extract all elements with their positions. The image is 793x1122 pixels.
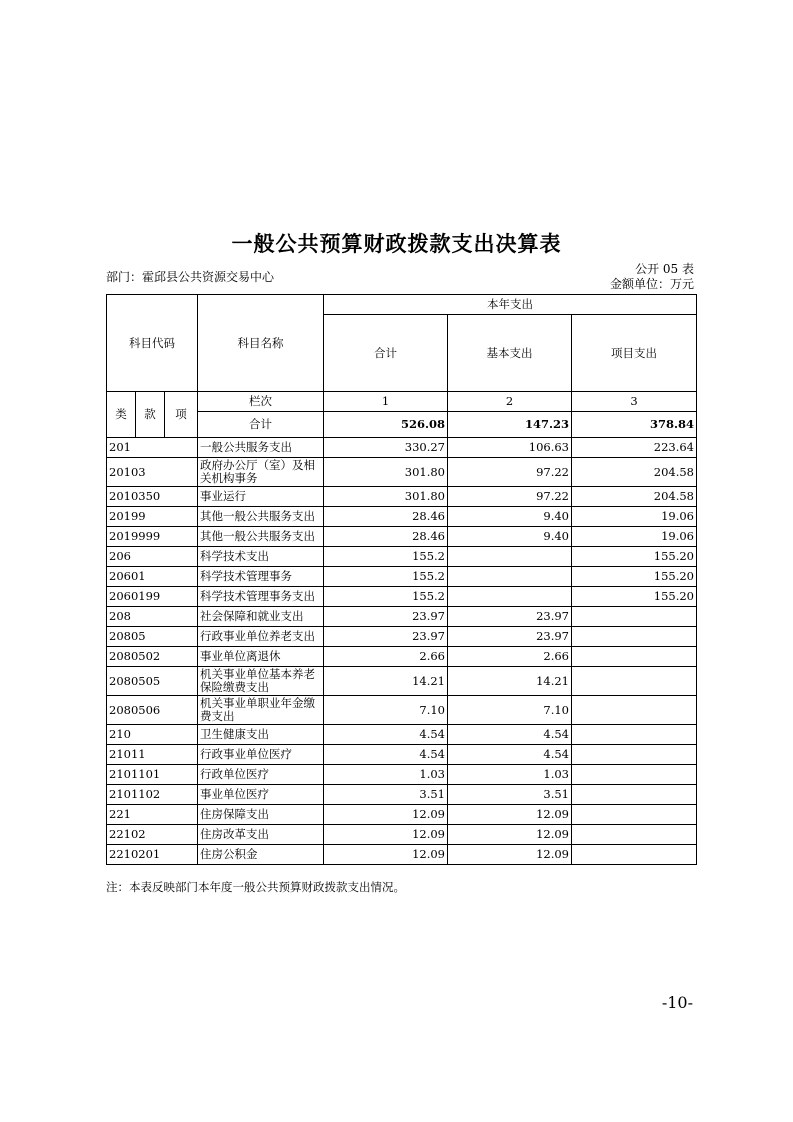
table-row — [107, 765, 697, 785]
row-project — [572, 785, 697, 805]
header-kuan: 款 — [136, 392, 165, 438]
header-total: 合计 — [324, 315, 448, 392]
row-basic: 9.40 — [448, 507, 572, 527]
row-project: 204.58 — [572, 487, 697, 507]
row-name: 事业运行 — [198, 487, 324, 507]
row-project — [572, 696, 697, 725]
table-row — [107, 587, 697, 607]
table-row — [107, 825, 697, 845]
row-project — [572, 765, 697, 785]
header-lei: 类 — [107, 392, 136, 438]
row-project: 223.64 — [572, 438, 697, 458]
row-code: 2210201 — [107, 845, 198, 865]
row-total: 4.54 — [324, 745, 448, 765]
row-total: 23.97 — [324, 627, 448, 647]
table-row — [107, 567, 697, 587]
row-code: 21011 — [107, 745, 198, 765]
row-basic: 12.09 — [448, 825, 572, 845]
row-project — [572, 825, 697, 845]
table-row — [107, 627, 697, 647]
row-basic: 97.22 — [448, 458, 572, 487]
row-code: 2080505 — [107, 667, 198, 696]
row-basic: 12.09 — [448, 845, 572, 865]
row-name: 机关事业单位基本养老保险缴费支出 — [198, 667, 324, 696]
row-total: 155.2 — [324, 587, 448, 607]
row-total: 1.03 — [324, 765, 448, 785]
row-basic: 4.54 — [448, 745, 572, 765]
row-code: 2101102 — [107, 785, 198, 805]
row-total: 301.80 — [324, 458, 448, 487]
header-col3: 3 — [572, 392, 697, 412]
row-name: 行政事业单位养老支出 — [198, 627, 324, 647]
row-basic: 14.21 — [448, 667, 572, 696]
row-project — [572, 607, 697, 627]
page-number: -10- — [661, 993, 693, 1012]
total-amount: 526.08 — [324, 412, 448, 438]
row-basic: 12.09 — [448, 805, 572, 825]
row-total: 28.46 — [324, 527, 448, 547]
table-row — [107, 725, 697, 745]
row-code: 2080502 — [107, 647, 198, 667]
row-project — [572, 647, 697, 667]
form-meta — [610, 262, 694, 292]
row-name: 住房改革支出 — [198, 825, 324, 845]
header-subject-code: 科目代码 — [107, 295, 198, 392]
row-project — [572, 745, 697, 765]
row-basic: 1.03 — [448, 765, 572, 785]
row-total: 155.2 — [324, 547, 448, 567]
row-code: 20805 — [107, 627, 198, 647]
total-basic: 147.23 — [448, 412, 572, 438]
row-total: 12.09 — [324, 845, 448, 865]
table-body — [107, 295, 697, 865]
header-row-1 — [107, 295, 697, 315]
row-project — [572, 627, 697, 647]
row-basic — [448, 587, 572, 607]
table-row — [107, 667, 697, 696]
row-project: 204.58 — [572, 458, 697, 487]
row-code: 2019999 — [107, 527, 198, 547]
row-basic: 2.66 — [448, 647, 572, 667]
row-basic — [448, 567, 572, 587]
row-total: 14.21 — [324, 667, 448, 696]
header-row-3 — [107, 392, 697, 412]
row-name: 一般公共服务支出 — [198, 438, 324, 458]
row-basic: 9.40 — [448, 527, 572, 547]
row-code: 20601 — [107, 567, 198, 587]
table-row — [107, 785, 697, 805]
page-title: 一般公共预算财政拨款支出决算表 — [231, 232, 562, 256]
header-xiang: 项 — [165, 392, 198, 438]
row-basic: 7.10 — [448, 696, 572, 725]
row-basic: 97.22 — [448, 487, 572, 507]
department-label: 部门：霍邱县公共资源交易中心 — [106, 270, 275, 284]
row-project — [572, 845, 697, 865]
table-row — [107, 458, 697, 487]
row-total: 12.09 — [324, 805, 448, 825]
table-row — [107, 696, 697, 725]
row-basic: 3.51 — [448, 785, 572, 805]
header-basic: 基本支出 — [448, 315, 572, 392]
row-name: 住房公积金 — [198, 845, 324, 865]
amount-unit: 金额单位：万元 — [609, 277, 694, 291]
row-name: 卫生健康支出 — [198, 725, 324, 745]
form-code: 公开 05 表 — [635, 262, 694, 276]
header-lanci: 栏次 — [198, 392, 324, 412]
total-label: 合计 — [198, 412, 324, 438]
total-project: 378.84 — [572, 412, 697, 438]
row-basic: 23.97 — [448, 607, 572, 627]
header-project: 项目支出 — [572, 315, 697, 392]
row-basic: 4.54 — [448, 725, 572, 745]
row-name: 其他一般公共服务支出 — [198, 507, 324, 527]
row-project: 155.20 — [572, 547, 697, 567]
row-name: 行政事业单位医疗 — [198, 745, 324, 765]
row-name: 科学技术管理事务支出 — [198, 587, 324, 607]
row-total: 2.66 — [324, 647, 448, 667]
row-name: 住房保障支出 — [198, 805, 324, 825]
table-row — [107, 805, 697, 825]
table-row — [107, 438, 697, 458]
row-code: 201 — [107, 438, 198, 458]
row-basic — [448, 547, 572, 567]
row-code: 20199 — [107, 507, 198, 527]
row-code: 22102 — [107, 825, 198, 845]
row-basic: 23.97 — [448, 627, 572, 647]
row-name: 社会保障和就业支出 — [198, 607, 324, 627]
row-name: 事业单位医疗 — [198, 785, 324, 805]
row-name: 科学技术支出 — [198, 547, 324, 567]
row-total: 3.51 — [324, 785, 448, 805]
row-code: 2080506 — [107, 696, 198, 725]
footnote: 注：本表反映部门本年度一般公共预算财政拨款支出情况。 — [106, 880, 405, 894]
row-total: 155.2 — [324, 567, 448, 587]
row-name: 事业单位离退休 — [198, 647, 324, 667]
table-row — [107, 527, 697, 547]
table-row — [107, 647, 697, 667]
row-total: 330.27 — [324, 438, 448, 458]
table-row — [107, 745, 697, 765]
row-name: 机关事业单职业年金缴费支出 — [198, 696, 324, 725]
row-project: 19.06 — [572, 507, 697, 527]
header-subject-name: 科目名称 — [198, 295, 324, 392]
row-total: 12.09 — [324, 825, 448, 845]
row-code: 2010350 — [107, 487, 198, 507]
table-row — [107, 487, 697, 507]
header-col2: 2 — [448, 392, 572, 412]
row-basic: 106.63 — [448, 438, 572, 458]
row-project: 19.06 — [572, 527, 697, 547]
expenditure-table — [106, 294, 697, 865]
row-project: 155.20 — [572, 587, 697, 607]
row-total: 23.97 — [324, 607, 448, 627]
table-row — [107, 547, 697, 567]
row-name: 科学技术管理事务 — [198, 567, 324, 587]
row-project — [572, 805, 697, 825]
row-code: 210 — [107, 725, 198, 745]
row-total: 7.10 — [324, 696, 448, 725]
row-code: 2101101 — [107, 765, 198, 785]
table-row — [107, 507, 697, 527]
table-row — [107, 845, 697, 865]
row-total: 28.46 — [324, 507, 448, 527]
row-total: 301.80 — [324, 487, 448, 507]
row-name: 政府办公厅（室）及相关机构事务 — [198, 458, 324, 487]
row-code: 208 — [107, 607, 198, 627]
row-code: 221 — [107, 805, 198, 825]
row-project — [572, 725, 697, 745]
row-code: 2060199 — [107, 587, 198, 607]
row-code: 20103 — [107, 458, 198, 487]
row-project: 155.20 — [572, 567, 697, 587]
row-name: 行政单位医疗 — [198, 765, 324, 785]
row-project — [572, 667, 697, 696]
header-col1: 1 — [324, 392, 448, 412]
row-total: 4.54 — [324, 725, 448, 745]
table-row — [107, 607, 697, 627]
row-name: 其他一般公共服务支出 — [198, 527, 324, 547]
header-current-year: 本年支出 — [324, 295, 697, 315]
row-code: 206 — [107, 547, 198, 567]
